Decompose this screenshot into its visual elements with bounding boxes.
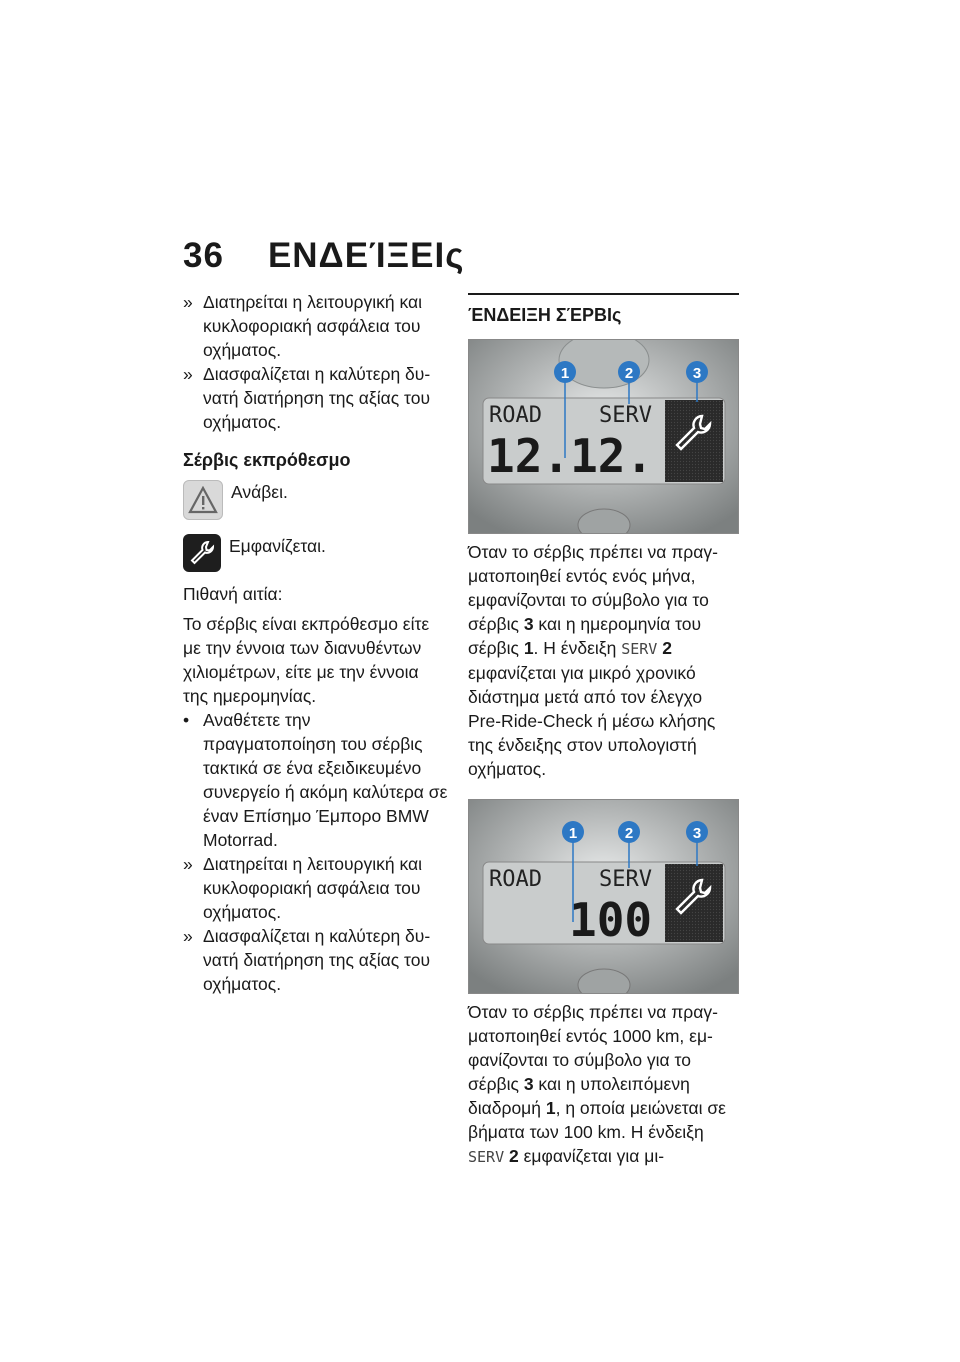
- action-text: Αναθέτετε την πραγματοποίηση του σέρβις τακτικά σε ένα εξειδικευμένο συνεργείο ή ακόμη καλύτερα σε έναν Επίσημο Έμπορο BMW Motorrad.: [203, 710, 448, 850]
- list-item-text: Διατηρείται η λειτουργική και κυκλοφοριακή ασφάλεια του οχήματος.: [203, 292, 422, 360]
- chapter-title: ΕΝΔΕΊΞΕΙς: [267, 236, 465, 275]
- list-item: [183, 290, 448, 362]
- paragraph-distance: Όταν το σέρβις πρέπει να πραγματοποιηθεί εντός 1000 km, εμφανίζονται το σύμβολο για το σέρβις 3 και η υπολειπόμενη διαδρομή 1, η οποία μειώνεται σε βήματα των 100 km. Η ένδειξη SERV 2 εμφανίζεται για μι-: [468, 1002, 726, 1166]
- wrench-icon: [183, 534, 221, 572]
- callout-1: 1: [560, 365, 570, 382]
- action-item: [183, 708, 448, 852]
- page-number: 36: [183, 236, 224, 275]
- lcd-serv-label: SERV: [599, 403, 652, 428]
- callout-3: 3: [692, 365, 702, 382]
- page-header: [183, 236, 464, 276]
- lcd-value: 12.12.: [487, 429, 654, 483]
- indicator-row-service: [183, 534, 448, 572]
- heading-rule: [468, 293, 739, 295]
- right-column: [468, 293, 739, 1169]
- list-item: [183, 362, 448, 434]
- bullet-marker: »: [183, 854, 193, 874]
- indicator-text: Ανάβει.: [231, 482, 288, 502]
- lcd-serv-label: SERV: [599, 867, 652, 892]
- section-heading: ΈΝΔΕΙΞΗ ΣΈΡΒΙς: [468, 305, 622, 325]
- section-title: Σέρβις εκπρόθεσμο: [183, 450, 351, 470]
- list-item: [183, 852, 448, 924]
- bullet-marker: •: [183, 710, 190, 730]
- list-item-text: Διατηρείται η λειτουργική και κυκλοφοριακή ασφάλεια του οχήματος.: [203, 854, 422, 922]
- bullet-marker: »: [183, 292, 193, 312]
- lcd-road-label: ROAD: [489, 867, 542, 892]
- service-display-photo-distance: [468, 799, 739, 994]
- lcd-value: 100: [569, 893, 653, 947]
- callout-3: 3: [692, 825, 702, 842]
- bullet-marker: »: [183, 364, 193, 384]
- warning-triangle-icon: [183, 480, 223, 520]
- callout-2: 2: [624, 825, 634, 842]
- paragraph-date: Όταν το σέρβις πρέπει να πραγματοποιηθεί εντός ενός μήνα, εμφανίζονται το σύμβολο για το σέρβις 3 και η ημερομηνία του σέρβις 1. Η ένδειξη SERV 2 εμφανίζεται για μικρό χρονικό διάστημα μετά από τον έλεγχο Pre-Ride-Check ή μέσω κλήσης της ένδειξης στον υπολογιστή οχήματος.: [468, 542, 718, 779]
- bullet-marker: »: [183, 926, 193, 946]
- list-item-text: Διασφαλίζεται η καλύτερη δυνατή διατήρηση της αξίας του οχήματος.: [203, 926, 431, 994]
- service-display-photo-date: [468, 339, 739, 534]
- lcd-road-label: ROAD: [489, 403, 542, 428]
- list-item: [183, 924, 448, 996]
- indicator-row-warning: [183, 480, 448, 520]
- indicator-text: Εμφανίζεται.: [229, 536, 326, 556]
- callout-2: 2: [624, 365, 634, 382]
- cause-label: Πιθανή αιτία:: [183, 584, 283, 604]
- left-column: [183, 290, 448, 996]
- cause-text: Το σέρβις είναι εκπρόθεσμο είτε με την έννοια των διανυθέντων χιλιομέτρων, είτε με την έννοια της ημερομηνίας.: [183, 614, 430, 706]
- callout-1: 1: [568, 825, 578, 842]
- list-item-text: Διασφαλίζεται η καλύτερη δυνατή διατήρηση της αξίας του οχήματος.: [203, 364, 431, 432]
